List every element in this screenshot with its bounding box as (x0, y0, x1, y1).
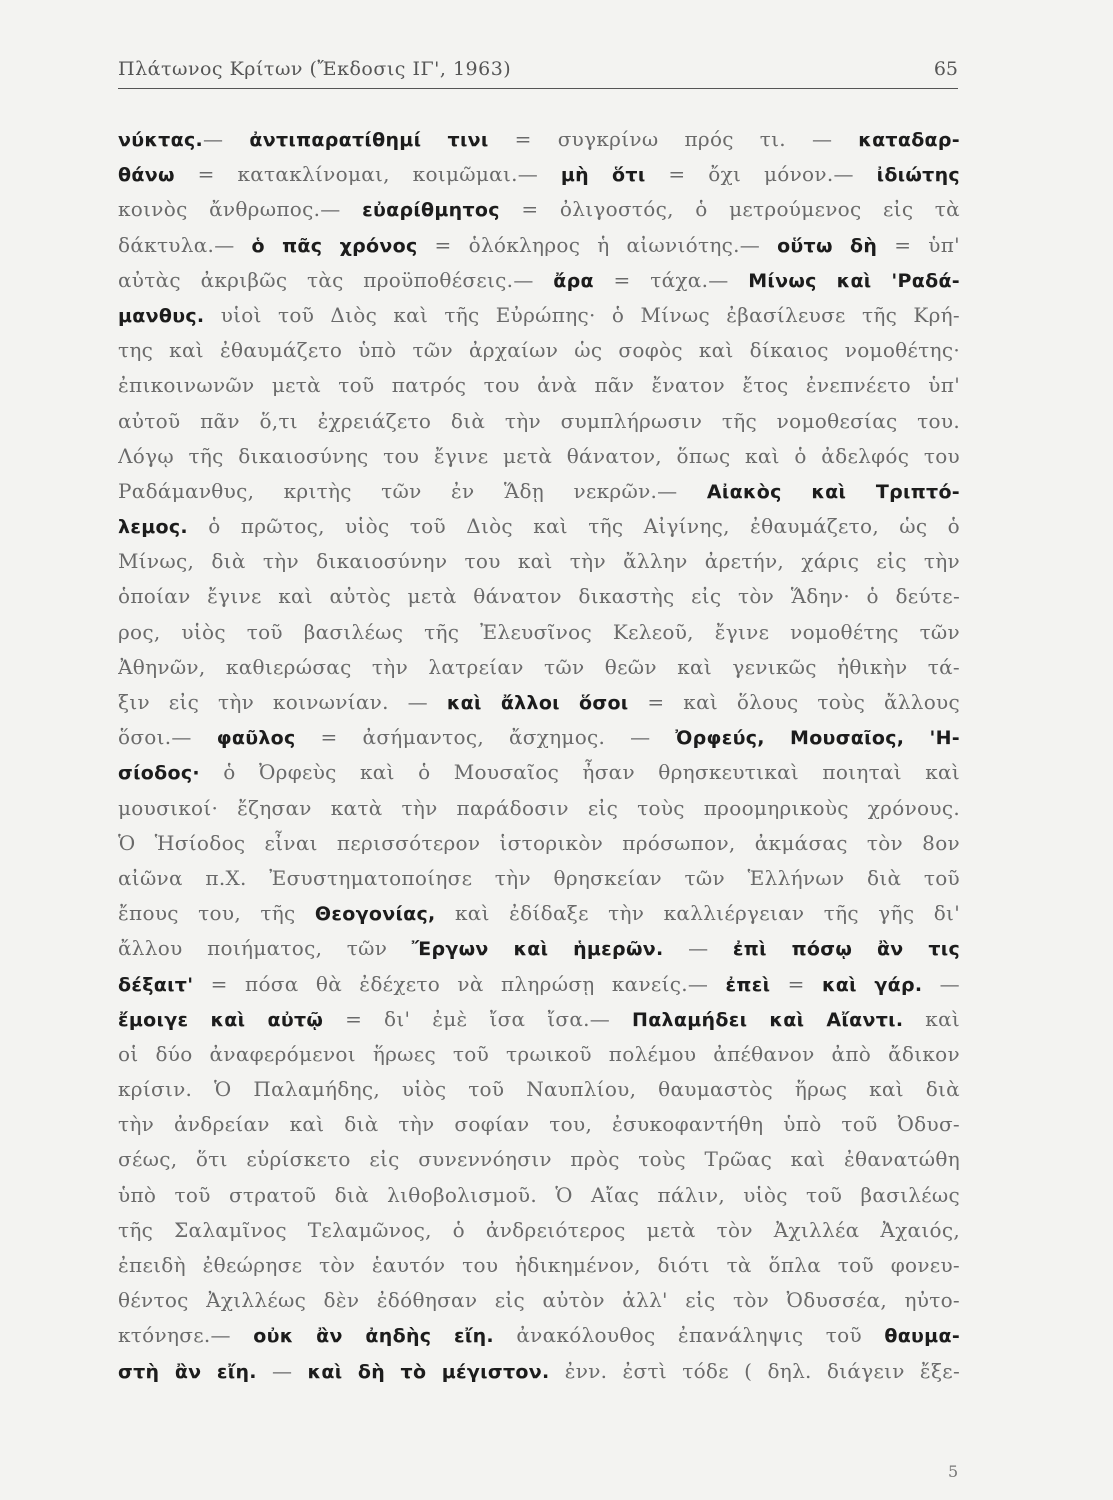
gloss-text: Ἀθηνῶν, καθιερώσας τὴν λατρείαν τῶν θεῶν καὶ γενικῶς ἠθικὴν τά- (118, 654, 960, 679)
text-line (118, 368, 960, 403)
text-line (118, 650, 960, 685)
text-line (118, 1248, 960, 1283)
lemma-term: οὕτω δὴ (777, 234, 878, 257)
gloss-text: ξιν εἰς τὴν κοινωνίαν. — (118, 690, 447, 714)
gloss-text: τῆς Σαλαμῖνος Τελαμῶνος, ὁ ἀνδρειότερος μετὰ τὸν Ἀχιλλέα Ἀχαιός, (118, 1217, 960, 1242)
gloss-text: = ὀλιγοστός, ὁ μετρούμενος εἰς τὰ (499, 197, 960, 222)
text-line (118, 439, 960, 474)
text-line (118, 720, 960, 755)
gloss-text: ὅσοι.— (118, 725, 217, 750)
lemma-term: καὶ γάρ. (821, 973, 923, 996)
lemma-term: ἔμοιγε καὶ αὐτῷ (118, 1008, 324, 1031)
printer-signature: 5 (948, 1462, 959, 1481)
gloss-text: Ὁ Ἡσίοδος εἶναι περισσότερον ἱστορικὸν πρόσωπον, ἀκμάσας τὸν 8ον (118, 830, 960, 855)
gloss-text: — (663, 936, 733, 961)
text-line (118, 122, 960, 157)
gloss-text: — (203, 127, 250, 151)
gloss-text: ὑπὸ τοῦ στρατοῦ διὰ λιθοβολισμοῦ. Ὁ Αἴας πάλιν, υἱὸς τοῦ βασιλέως (118, 1182, 960, 1207)
text-line (118, 896, 960, 931)
gloss-text: ρος, υἱὸς τοῦ βασιλέως τῆς Ἐλευσῖνος Κελεοῦ, ἔγινε νομοθέτης τῶν (118, 619, 960, 644)
gloss-text: δάκτυλα.— (118, 232, 252, 257)
gloss-text: αὐτοῦ πᾶν ὅ,τι ἐχρειάζετο διὰ τὴν συμπλήρωσιν τῆς νομοθεσίας του. (118, 408, 960, 433)
text-line (118, 1107, 960, 1142)
gloss-text: καὶ (903, 1006, 960, 1031)
lemma-term: εὐαρίθμητος (362, 199, 500, 222)
lemma-term: ἀντιπαρατίθημί τινι (249, 129, 489, 151)
lemma-term: Θεογονίας, (314, 903, 436, 926)
gloss-text: Λόγῳ τῆς δικαιοσύνης του ἔγινε μετὰ θάνατον, ὅπως καὶ ὁ ἀδελφός του (118, 443, 960, 468)
lemma-term: σίοδος· (118, 762, 200, 785)
gloss-text: = πόσα θὰ ἐδέχετο νὰ πληρώσῃ κανείς.— (193, 971, 726, 996)
text-line (118, 1037, 960, 1072)
gloss-text: υἱοὶ τοῦ Διὸς καὶ τῆς Εὐρώπης· ὁ Μίνως ἐβασίλευσε τῆς Κρή- (204, 302, 960, 327)
text-line (118, 228, 960, 263)
gloss-text: = (770, 971, 822, 996)
text-line (118, 791, 960, 826)
gloss-text: τὴν ἀνδρείαν καὶ διὰ τὴν σοφίαν του, ἐσυκοφαντήθη ὑπὸ τοῦ Ὀδυσ- (118, 1112, 960, 1137)
text-line (118, 615, 960, 650)
gloss-text: = ἀσήμαντος, ἄσχημος. — (295, 725, 676, 750)
gloss-text: ἐπικοινωνῶν μετὰ τοῦ πατρός του ἀνὰ πᾶν ἔνατον ἔτος ἐνεπνέετο ὑπ' (118, 373, 960, 398)
commentary-text (118, 122, 960, 1389)
gloss-text: — (922, 971, 960, 996)
gloss-text: ἀνακόλουθος ἐπανάληψις τοῦ (493, 1323, 885, 1348)
gloss-text: = καὶ ὅλους τοὺς ἄλλους (628, 690, 960, 714)
text-line (118, 263, 960, 298)
text-line (118, 967, 960, 1002)
text-line (118, 755, 960, 790)
lemma-term: ἄρα (553, 269, 594, 292)
lemma-term: καὶ ἄλλοι ὅσοι (446, 692, 629, 714)
gloss-text: = ὑπ' (877, 232, 960, 257)
gloss-text: ὁ Ὀρφεὺς καὶ ὁ Μουσαῖος ἦσαν θρησκευτικαὶ ποιηταὶ καὶ (199, 760, 960, 785)
lemma-term: οὐκ ἂν ἀηδὴς εἴη. (253, 1325, 494, 1348)
gloss-text: = τάχα.— (593, 267, 749, 292)
lemma-term: δέξαιτ' (118, 973, 194, 996)
text-line (118, 931, 960, 966)
lemma-term: μὴ ὅτι (560, 164, 646, 187)
text-line (118, 1213, 960, 1248)
header-title: Πλάτωνος Κρίτων (Ἔκδοσις ΙΓ', 1963) (118, 58, 512, 80)
text-line (118, 298, 960, 333)
gloss-text: αἰῶνα π.Χ. Ἐσυστηματοποίησε τὴν θρησκείαν τῶν Ἑλλήνων διὰ τοῦ (118, 865, 960, 890)
lemma-term: Αἰακὸς καὶ Τριπτό- (706, 480, 960, 503)
lemma-term: ἐπὶ πόσῳ ἂν τις (732, 938, 960, 961)
text-line (118, 157, 960, 192)
page-number: 65 (933, 58, 958, 80)
gloss-text: ἐπειδὴ ἐθεώρησε τὸν ἑαυτόν του ἠδικημένον, διότι τὰ ὅπλα τοῦ φονευ- (118, 1253, 960, 1277)
gloss-text: = ὄχι μόνον.— (645, 162, 877, 187)
lemma-term: νύκτας. (118, 129, 204, 151)
text-line (118, 404, 960, 439)
text-line (118, 1178, 960, 1213)
gloss-text: κτόνησε.— (118, 1323, 254, 1348)
gloss-text: της καὶ ἐθαυμάζετο ὑπὸ τῶν ἀρχαίων ὡς σοφὸς καὶ δίκαιος νομοθέτης· (118, 338, 960, 363)
lemma-term: ἐπεὶ (725, 973, 771, 996)
lemma-term: στὴ ἂν εἴη. (118, 1360, 257, 1383)
gloss-text: = ὁλόκληρος ἡ αἰωνιότης.— (417, 232, 778, 257)
running-header (118, 58, 958, 89)
text-line (118, 333, 960, 368)
text-line (118, 509, 960, 544)
text-line (118, 1318, 960, 1353)
text-line (118, 579, 960, 614)
text-line (118, 1072, 960, 1107)
gloss-text: Μίνως, διὰ τὴν δικαιοσύνην του καὶ τὴν ἄλλην ἀρετήν, χάρις εἰς τὴν (118, 549, 960, 574)
lemma-term: καὶ δὴ τὸ μέγιστον. (307, 1360, 550, 1383)
text-line (118, 685, 960, 720)
text-line (118, 1002, 960, 1037)
lemma-term: φαῦλος (216, 727, 296, 750)
lemma-term: Ὀρφεύς, Μουσαῖος, 'Η- (675, 727, 960, 750)
text-line (118, 1142, 960, 1177)
gloss-text: μουσικοί· ἔζησαν κατὰ τὴν παράδοσιν εἰς τοὺς προομηρικοὺς χρόνους. (118, 795, 960, 820)
lemma-term: ἰδιώτης (876, 164, 960, 187)
lemma-term: μανθυς. (118, 304, 205, 327)
text-line (118, 861, 960, 896)
gloss-text: θέντος Ἀχιλλέως δὲν ἐδόθησαν εἰς αὐτὸν ἀλλ' εἰς τὸν Ὀδυσσέα, ηὐτο- (118, 1288, 960, 1313)
text-line (118, 544, 960, 579)
text-line (118, 1354, 960, 1389)
gloss-text: ἄλλου ποιήματος, τῶν (118, 936, 412, 961)
text-line (118, 192, 960, 227)
gloss-text: = δι' ἐμὲ ἴσα ἴσα.— (323, 1006, 632, 1031)
lemma-term: θαυμα- (884, 1325, 960, 1348)
gloss-text: κοινὸς ἄνθρωπος.— (118, 197, 363, 222)
lemma-term: Παλαμήδει καὶ Αἴαντι. (632, 1008, 904, 1031)
gloss-text: ἔπους του, τῆς (118, 901, 315, 926)
gloss-text: ὁποίαν ἔγινε καὶ αὐτὸς μετὰ θάνατον δικαστὴς εἰς τὸν Ἅδην· ὁ δεύτε- (118, 584, 960, 609)
gloss-text: οἱ δύο ἀναφερόμενοι ἥρωες τοῦ τρωικοῦ πολέμου ἀπέθανον ἀπὸ ἄδικον (118, 1041, 960, 1066)
gloss-text: καὶ ἐδίδαξε τὴν καλλιέργειαν τῆς γῆς δι' (435, 901, 960, 926)
lemma-term: Μίνως καὶ 'Ραδά- (748, 269, 960, 292)
gloss-text: = κατακλίνομαι, κοιμῶμαι.— (174, 162, 561, 187)
gloss-text: ὁ πρῶτος, υἱὸς τοῦ Διὸς καὶ τῆς Αἰγίνης, ἐθαυμάζετο, ὡς ὁ (187, 514, 960, 539)
gloss-text: κρίσιν. Ὁ Παλαμήδης, υἱὸς τοῦ Ναυπλίου, θαυμαστὸς ἥρως καὶ διὰ (118, 1077, 960, 1102)
gloss-text: σέως, ὅτι εὑρίσκετο εἰς συνεννόησιν πρὸς τοὺς Τρῶας καὶ ἐθανατώθη (118, 1147, 960, 1172)
lemma-term: ὁ πᾶς χρόνος (251, 234, 418, 257)
gloss-text: — (256, 1358, 308, 1383)
lemma-term: θάνω (118, 164, 175, 187)
gloss-text: Ραδάμανθυς, κριτὴς τῶν ἐν Ἅδῃ νεκρῶν.— (118, 478, 707, 503)
text-line (118, 1283, 960, 1318)
gloss-text: αὐτὰς ἀκριβῶς τὰς προϋποθέσεις.— (118, 267, 554, 292)
text-line (118, 826, 960, 861)
lemma-term: Ἔργων καὶ ἡμερῶν. (411, 938, 664, 961)
gloss-text: = συγκρίνω πρός τι. — (488, 127, 859, 151)
lemma-term: καταδαρ- (858, 129, 960, 151)
gloss-text: ἐνν. ἐστὶ τόδε ( δηλ. διάγειν ἔξε- (549, 1358, 960, 1383)
lemma-term: λεμος. (118, 516, 188, 539)
text-line (118, 474, 960, 509)
